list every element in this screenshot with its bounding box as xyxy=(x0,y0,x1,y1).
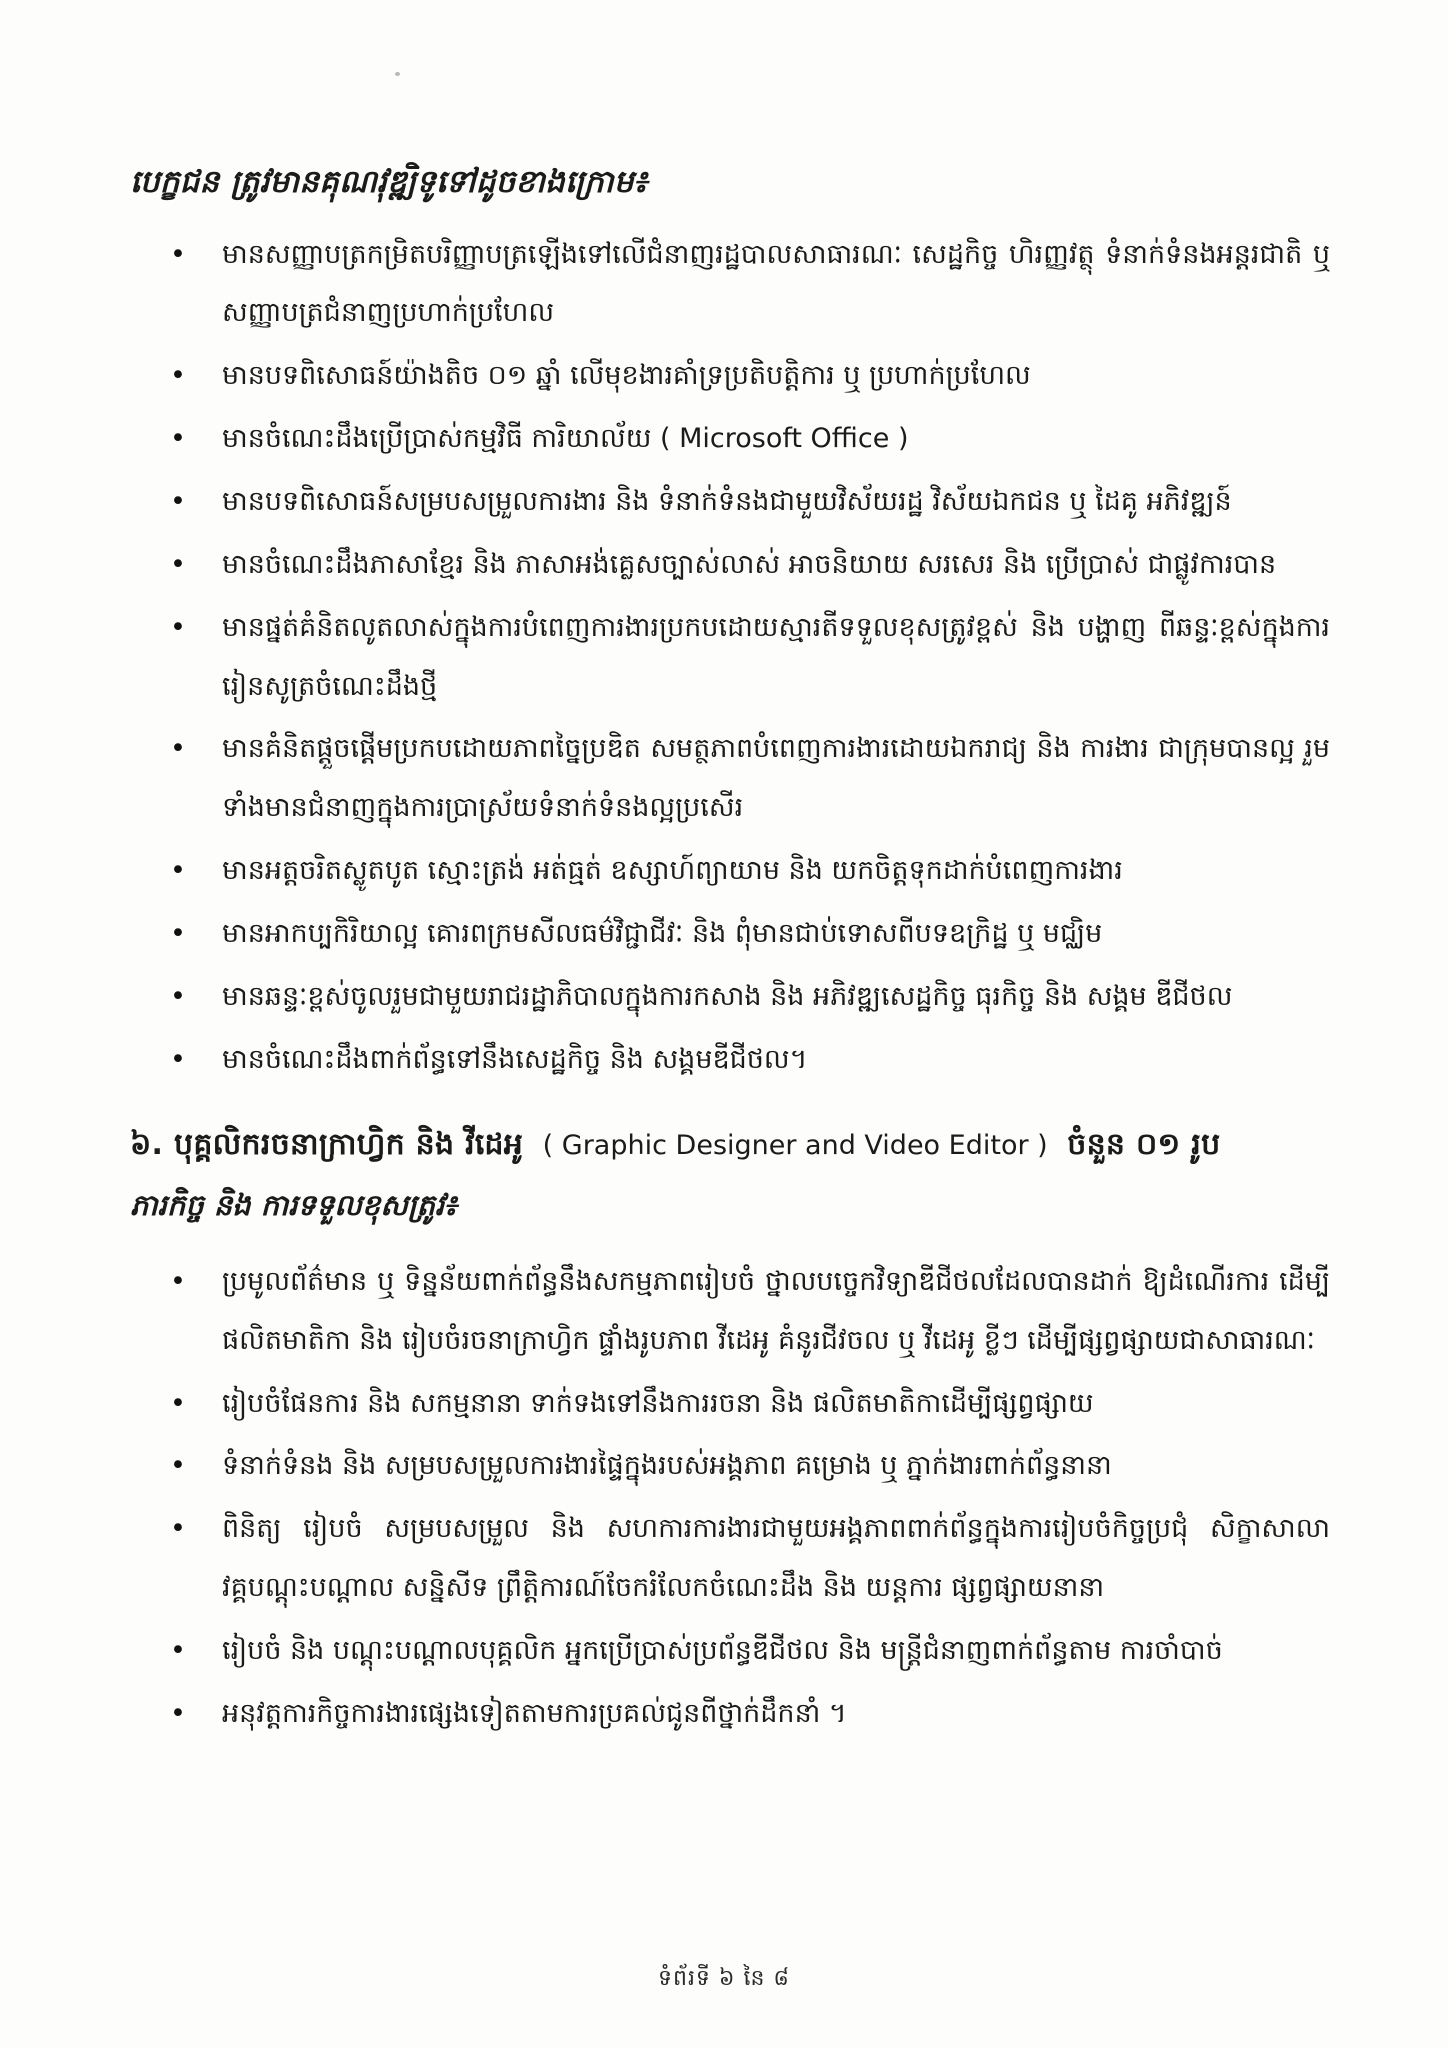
duties-list xyxy=(130,1253,1330,1744)
page-number: ទំព័រទី ៦ នៃ ៨ xyxy=(658,1966,790,1991)
list-item: • ទំនាក់ទំនង និង សម្របសម្រួលការងារផ្ទៃក្នុងរបស់អង្គភាព គម្រោង ឬ ភ្នាក់ងារពាក់ព័ន្ធនានា xyxy=(130,1437,1330,1496)
list-item: • ប្រមូលព័ត៌មាន ឬ ទិន្នន័យពាក់ព័ន្ធនឹងសកម្មភាពរៀបចំ ថ្នាលបច្ចេកវិទ្យាឌីជីថលដែលបានដាក់ ឱ្យដំណើរការ ដើម្បីផលិតមាតិកា និង រៀបចំរចនាក្រាហ្វិក ផ្ទាំងរូបភាព វីដេអូ គំនូរជីវចល ឬ វីដេអូ ខ្លីៗ ដើម្បីផ្សព្វផ្សាយជាសាធារណៈ xyxy=(130,1253,1330,1371)
list-item: • មានចំណេះដឹងពាក់ព័ន្ធទៅនឹងសេដ្ឋកិច្ច និង សង្គមឌីជីថល។ xyxy=(130,1031,1330,1090)
list-item: • មានចំណេះដឹងប្រើប្រាស់កម្មវិធី ការិយាល័យ ( Microsoft Office ) xyxy=(130,410,1330,469)
list-item: • មានឆន្ទៈខ្ពស់ចូលរួមជាមួយរាជរដ្ឋាភិបាលក្នុងការកសាង និង អភិវឌ្ឍសេដ្ឋកិច្ច ធុរកិច្ច និង សង្គម ឌីជីថល xyxy=(130,968,1330,1027)
list-item: • មានសញ្ញាបត្រកម្រិតបរិញ្ញាបត្រឡើងទៅលើជំនាញរដ្ឋបាលសាធារណៈ សេដ្ឋកិច្ច ហិរញ្ញវត្ថុ ទំនាក់ទំនងអន្តរជាតិ ឬ សញ្ញាបត្រជំនាញប្រហាក់ប្រហែល xyxy=(130,226,1330,344)
qualifications-list xyxy=(130,226,1330,1090)
section6-heading xyxy=(130,1116,1330,1173)
qualifications-heading: បេក្ខជន ត្រូវមានគុណវុឌ្ឍិទូទៅដូចខាងក្រោម៖ xyxy=(130,164,648,200)
scan-speck xyxy=(395,72,400,76)
list-item: • មានចំណេះដឹងភាសាខ្មែរ និង ភាសាអង់គ្លេសច្បាស់លាស់ អាចនិយាយ សរសេរ និង ប្រើប្រាស់ ជាផ្លូវការបាន xyxy=(130,536,1330,595)
list-item: • មានផ្នត់គំនិតលូតលាស់ក្នុងការបំពេញការងារប្រកបដោយស្មារតីទទួលខុសត្រូវខ្ពស់ និង បង្ហាញ ពីឆន្ទៈខ្ពស់ក្នុងការរៀនសូត្រចំណេះដឹងថ្មី xyxy=(130,599,1330,717)
list-item: • អនុវត្តការកិច្ចការងារផ្សេងទៀតតាមការប្រគល់ជូនពីថ្នាក់ដឹកនាំ ។ xyxy=(130,1685,1330,1744)
section6-subheading: ភារកិច្ច និង ការទទួលខុសត្រូវ៖ xyxy=(130,1187,457,1222)
list-item: • រៀបចំ និង បណ្តុះបណ្តាលបុគ្គលិក អ្នកប្រើប្រាស់ប្រព័ន្ធឌីជីថល និង មន្ត្រីជំនាញពាក់ព័ន្ធតាម ការចាំបាច់ xyxy=(130,1622,1330,1681)
section6-title-count: ចំនួន ០១ រូប xyxy=(1067,1126,1221,1162)
list-item: • ពិនិត្យ រៀបចំ សម្របសម្រួល និង សហការការងារជាមួយអង្គភាពពាក់ព័ន្ធក្នុងការរៀបចំកិច្ចប្រជុំ សិក្ខាសាលា វគ្គបណ្តុះបណ្តាល សន្និសីទ ព្រឹត្តិការណ៍ចែករំលែកចំណេះដឹង និង យន្តការ ផ្សព្វផ្សាយនានា xyxy=(130,1500,1330,1618)
list-item: • មានគំនិតផ្តួចផ្តើមប្រកបដោយភាពច្នៃប្រឌិត សមត្ថភាពបំពេញការងារដោយឯករាជ្យ និង ការងារ ជាក្រុមបានល្អ រួមទាំងមានជំនាញក្នុងការប្រាស្រ័យទំនាក់ទំនងល្អប្រសើរ xyxy=(130,720,1330,838)
list-item: • មានអាកប្បកិរិយាល្អ គោរពក្រមសីលធម៌វិជ្ជាជីវៈ និង ពុំមានជាប់ទោសពីបទឧក្រិដ្ឋ ឬ មជ្ឈិម xyxy=(130,905,1330,964)
list-item: • មានអត្តចរិតស្លូតបូត ស្មោះត្រង់ អត់ធ្មត់ ឧស្សាហ៍ព្យាយាម និង យកចិត្តទុកដាក់បំពេញការងារ xyxy=(130,842,1330,901)
section6-title-khmer: ៦. បុគ្គលិករចនាក្រាហ្វិក និង វីដេអូ xyxy=(130,1126,524,1162)
list-item: • រៀបចំផែនការ និង សកម្មនានា ទាក់ទងទៅនឹងការរចនា និង ផលិតមាតិកាដើម្បីផ្សព្វផ្សាយ xyxy=(130,1375,1330,1434)
list-item: • មានបទពិសោធន៍យ៉ាងតិច ០១ ឆ្នាំ លើមុខងារគាំទ្រប្រតិបត្តិការ ឬ ប្រហាក់ប្រហែល xyxy=(130,347,1330,406)
section6-title-english: ( Graphic Designer and Video Editor ) xyxy=(542,1129,1048,1161)
page-content xyxy=(130,158,1330,1748)
list-item: • មានបទពិសោធន៍សម្របសម្រួលការងារ និង ទំនាក់ទំនងជាមួយវិស័យរដ្ឋ វិស័យឯកជន ឬ ដៃគូ អភិវឌ្ឍន៍ xyxy=(130,473,1330,532)
